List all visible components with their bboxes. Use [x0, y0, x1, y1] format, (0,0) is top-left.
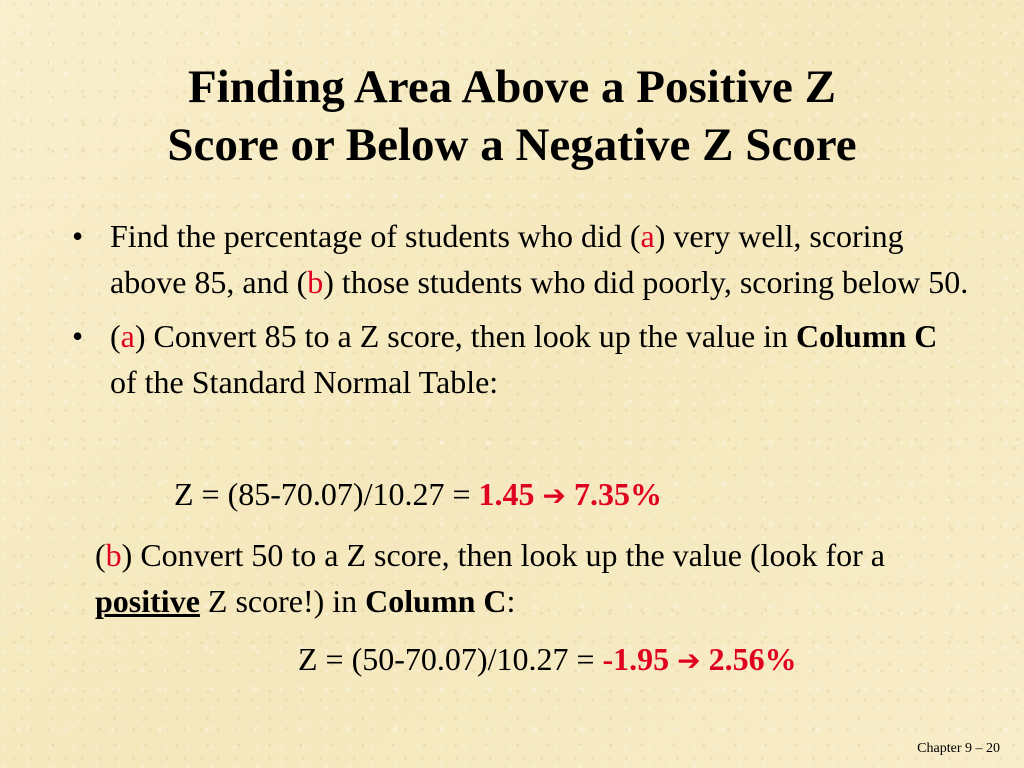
- title-line-2: Score or Below a Negative Z Score: [167, 119, 857, 171]
- column-c-label: Column C: [365, 583, 507, 619]
- right-arrow-icon: ➔: [542, 479, 566, 512]
- slide-footer: Chapter 9 – 20: [917, 741, 1000, 756]
- part-b-text-part2: Z score!) in: [199, 583, 366, 619]
- part-b-text: [95, 532, 975, 624]
- bullet-marker: •: [72, 218, 84, 254]
- bullet-2-text-part1: ) Convert 85 to a Z score, then look up the value in: [134, 318, 797, 354]
- title-line-1: Finding Area Above a Positive Z: [187, 61, 837, 113]
- equation-b-z-value: -1.95: [602, 641, 670, 677]
- equation-a: [174, 471, 662, 519]
- equation-a-percent: 7.35%: [573, 476, 662, 512]
- bullet-1-text-part1: Find the percentage of students who did (: [110, 218, 641, 254]
- slide-title: [40, 58, 984, 174]
- part-b-text-part3: :: [506, 583, 516, 619]
- bullet-marker: •: [72, 318, 84, 354]
- bullet-item-2: [72, 313, 972, 405]
- bullet-item-1: [72, 213, 972, 305]
- bullet-2-text-part2: of the Standard Normal Table:: [110, 364, 499, 400]
- bullet-list: [72, 213, 972, 405]
- positive-emphasis: positive: [95, 583, 200, 619]
- equation-b-percent: 2.56%: [708, 641, 797, 677]
- bullet-1-text-part2: ) very well, scoring above 85, and (: [110, 218, 904, 300]
- label-a: a: [640, 218, 655, 254]
- label-b: b: [307, 264, 324, 300]
- bullet-1-text-part3: ) those students who did poorly, scoring below 50.: [323, 264, 969, 300]
- label-b: b: [105, 537, 122, 573]
- part-b-text-part1: ) Convert 50 to a Z score, then look up the value (look for a: [121, 537, 885, 573]
- label-a: a: [120, 318, 135, 354]
- part-b-open-paren: (: [95, 537, 106, 573]
- right-arrow-icon: ➔: [677, 644, 701, 677]
- equation-b-formula: Z = (50-70.07)/10.27 =: [298, 641, 603, 677]
- equation-a-formula: Z = (85-70.07)/10.27 =: [174, 476, 479, 512]
- bullet-2-open-paren: (: [110, 318, 121, 354]
- equation-b: [298, 636, 797, 684]
- column-c-label: Column C: [796, 318, 938, 354]
- equation-a-z-value: 1.45: [478, 476, 535, 512]
